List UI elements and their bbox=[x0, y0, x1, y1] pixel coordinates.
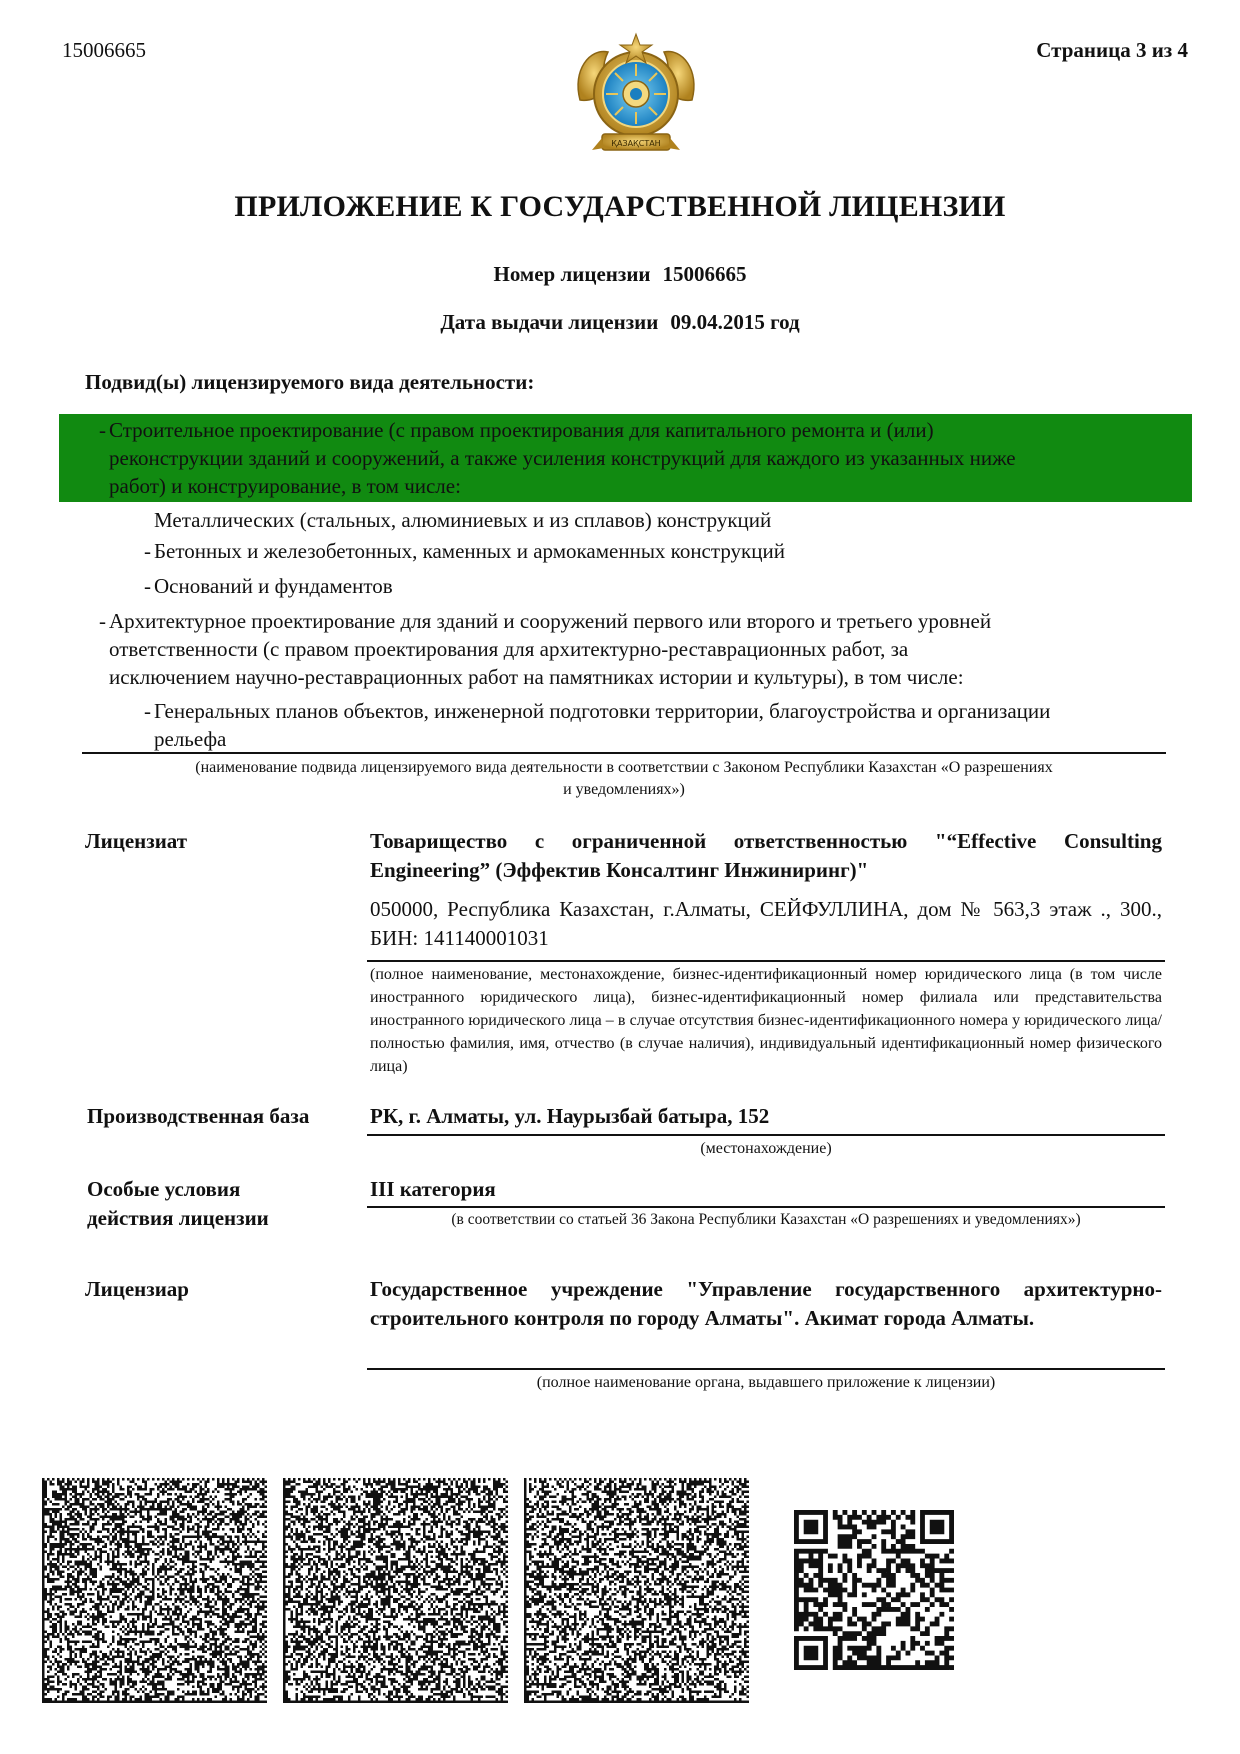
subtype-item-construction-design bbox=[99, 416, 1189, 500]
divider bbox=[367, 1206, 1165, 1208]
document-title: ПРИЛОЖЕНИЕ К ГОСУДАРСТВЕННОЙ ЛИЦЕНЗИИ bbox=[234, 190, 1006, 223]
production-base-caption: (местонахождение) bbox=[700, 1140, 832, 1157]
page-indicator: Страница 3 из 4 bbox=[1036, 38, 1188, 62]
list-item-line: реконструкции зданий и сооружений, а также усиления конструкций для каждого из указанных ниже bbox=[109, 446, 1016, 470]
list-item-line: Бетонных и железобетонных, каменных и армокаменных конструкций bbox=[154, 539, 785, 563]
state-emblem-icon bbox=[572, 30, 700, 162]
label-line: действия лицензии bbox=[87, 1206, 269, 1230]
license-date-line bbox=[0, 310, 1240, 335]
2d-barcode-2-icon bbox=[283, 1478, 508, 1703]
divider bbox=[367, 960, 1165, 962]
qr-code-icon bbox=[794, 1510, 954, 1670]
list-item-line: исключением научно-реставрационных работ на памятниках истории и культуры), в том числе: bbox=[109, 665, 964, 689]
licensee-label: Лицензиат bbox=[85, 829, 188, 853]
svg-text:ҚАЗАҚСТАН: ҚАЗАҚСТАН bbox=[611, 139, 661, 148]
list-item-line: Генеральных планов объектов, инженерной подготовки территории, благоустройства и организации bbox=[154, 699, 1051, 723]
caption-line: (наименование подвида лицензируемого вида деятельности в соответствии с Законом Республики Казахстан «О разрешениях bbox=[195, 759, 1053, 776]
licensor-value: Государственное учреждение "Управление государственного архитектурно-строительного контроля по городу Алматы". Акимат города Алматы. bbox=[370, 1277, 1162, 1330]
2d-barcode-1-icon bbox=[42, 1478, 267, 1703]
2d-barcode-3-icon bbox=[524, 1478, 749, 1703]
license-date-value: 09.04.2015 год bbox=[670, 310, 800, 334]
list-item-line: работ) и конструирование, в том числе: bbox=[109, 474, 461, 498]
license-number-value: 15006665 bbox=[662, 262, 747, 286]
list-item-line: Оснований и фундаментов bbox=[154, 574, 393, 598]
list-item-line: Металлических (стальных, алюминиевых и из сплавов) конструкций bbox=[154, 508, 772, 532]
barcode-modules bbox=[283, 1478, 508, 1703]
label-line: Особые условия bbox=[87, 1177, 241, 1201]
licensee-name: Товарищество с ограниченной ответственностью "“Effective Consulting Engineering” (Эффектив Консалтинг Инжиниринг)" bbox=[370, 829, 1162, 882]
list-dash: - bbox=[144, 699, 151, 723]
licensor-caption: (полное наименование органа, выдавшего приложение к лицензии) bbox=[536, 1374, 996, 1391]
license-date-label: Дата выдачи лицензии bbox=[440, 310, 659, 334]
license-number-line bbox=[0, 262, 1240, 287]
caption-line: и уведомлениях») bbox=[563, 781, 685, 798]
barcode-modules bbox=[524, 1478, 749, 1703]
production-base-label: Производственная база bbox=[87, 1104, 310, 1128]
barcode-modules bbox=[42, 1478, 267, 1703]
list-item-line: Архитектурное проектирование для зданий и сооружений первого или второго и третьего уровней bbox=[109, 609, 992, 633]
subtypes-heading: Подвид(ы) лицензируемого вида деятельности: bbox=[85, 370, 535, 394]
subtype-item-architectural-design bbox=[99, 607, 1189, 691]
list-dash: - bbox=[99, 418, 106, 442]
divider bbox=[82, 752, 1166, 754]
license-number-label: Номер лицензии bbox=[493, 262, 651, 286]
divider bbox=[367, 1134, 1165, 1136]
subtype-subitem-general-plans bbox=[144, 697, 1199, 753]
list-dash: - bbox=[144, 539, 151, 563]
divider bbox=[367, 1368, 1165, 1370]
production-base-value: РК, г. Алматы, ул. Наурызбай батыра, 152 bbox=[370, 1104, 770, 1128]
special-conditions-value: III категория bbox=[370, 1177, 496, 1201]
licensee-caption: (полное наименование, местонахождение, бизнес-идентификационный номер юридического лица (в том числе иностранного юридического лица), бизнес-идентификационный номер филиала или представительства иностранного юридического лица – в случае отсутствия бизнес-идентификационного номера у юридического лица/полностью фамилия, имя, отчество (в случае наличия), индивидуальный идентификационный номер физического лица) bbox=[370, 966, 1162, 1075]
subtype-subitem-foundations bbox=[144, 572, 393, 600]
subtype-subitem-metal bbox=[154, 506, 771, 534]
list-item-line: ответственности (с правом проектирования для архитектурно-реставрационных работ, за bbox=[109, 637, 909, 661]
special-conditions-label bbox=[87, 1175, 269, 1233]
licensor-label: Лицензиар bbox=[85, 1277, 189, 1301]
list-item-line: рельефа bbox=[154, 727, 227, 751]
list-dash: - bbox=[144, 574, 151, 598]
subtype-subitem-concrete bbox=[144, 537, 785, 565]
barcode-modules bbox=[794, 1510, 954, 1670]
list-item-line: Строительное проектирование (с правом проектирования для капитального ремонта и (или) bbox=[109, 418, 934, 442]
subtypes-caption bbox=[82, 757, 1166, 801]
licensee-address: 050000, Республика Казахстан, г.Алматы, СЕЙФУЛЛИНА, дом № 563,3 этаж ., 300., БИН: 141140001031 bbox=[370, 897, 1162, 950]
list-dash: - bbox=[99, 609, 106, 633]
document-number: 15006665 bbox=[62, 38, 146, 62]
special-conditions-caption: (в соответствии со статьей 36 Закона Республики Казахстан «О разрешениях и уведомлениях») bbox=[451, 1211, 1081, 1228]
